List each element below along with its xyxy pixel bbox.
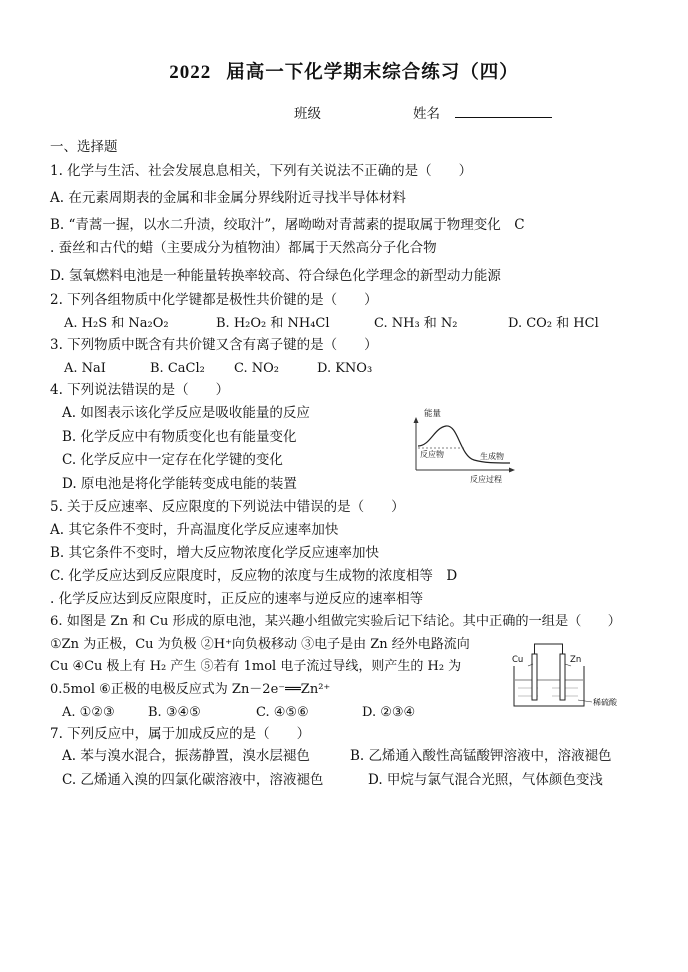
q7-option-d: D. 甲烷与氯气混合光照，气体颜色变浅 — [368, 772, 603, 788]
q7-option-a: A. 苯与溴水混合，振荡静置，溴水层褪色 — [62, 748, 310, 764]
q3-option-d: D. KNO₃ — [317, 361, 373, 376]
q6-statements-3: 0.5mol ⑥正极的电极反应式为 Zn－2e⁻══Zn²⁺ — [50, 682, 331, 697]
q4-stem: 4. 下列说法错误的是（ ） — [50, 382, 230, 398]
q4-option-d: D. 原电池是将化学能转变成电能的装置 — [62, 476, 297, 492]
q3-option-b: B. CaCl₂ — [150, 361, 205, 376]
product-label: 生成物 — [480, 452, 504, 461]
q3-stem: 3. 下列物质中既含有共价键又含有离子键的是（ ） — [50, 337, 378, 353]
zn-electrode — [560, 654, 565, 700]
q6-statements-2: Cu ④Cu 极上有 H₂ 产生 ⑤若有 1mol 电子流过导线，则产生的 H₂ 为 — [50, 659, 462, 674]
wire — [535, 644, 563, 654]
axis-x-arrow — [509, 468, 515, 473]
q3-option-a: A. NaI — [64, 361, 106, 376]
galvanic-cell-diagram — [508, 640, 636, 712]
q6-option-d: D. ②③④ — [362, 705, 416, 720]
cu-electrode — [532, 654, 537, 700]
q1-option-b: B. “青蒿一握，以水二升渍，绞取汁”，屠呦呦对青蒿素的提取属于物理变化 C — [50, 217, 525, 233]
q5-option-b: B. 其它条件不变时，增大反应物浓度化学反应速率加快 — [50, 545, 380, 561]
energy-y-label: 能量 — [424, 409, 442, 419]
q6-statements-1: ①Zn 为正极，Cu 为负极 ②H⁺向负极移动 ③电子是由 Zn 经外电路流向 — [50, 637, 470, 652]
reactant-label: 反应物 — [420, 450, 444, 459]
class-label: 班级 — [294, 106, 321, 122]
q6-option-b: B. ③④⑤ — [148, 705, 201, 720]
q4-option-b: B. 化学反应中有物质变化也有能量变化 — [62, 429, 297, 445]
energy-diagram — [400, 408, 520, 486]
q1-option-d: D. 氢氧燃料电池是一种能量转换率较高、符合绿色化学理念的新型动力能源 — [50, 268, 501, 284]
solution-label: 稀硫酸 — [593, 698, 617, 707]
q5-option-a: A. 其它条件不变时，升高温度化学反应速率加快 — [50, 522, 339, 538]
q5-stem: 5. 关于反应速率、反应限度的下列说法中错误的是（ ） — [50, 499, 405, 515]
zn-label: Zn — [570, 655, 582, 665]
name-blank-line — [455, 117, 552, 118]
q6-option-c: C. ④⑤⑥ — [256, 705, 309, 720]
q2-option-b: B. H₂O₂ 和 NH₄Cl — [216, 316, 330, 331]
page-title — [0, 58, 688, 84]
q4-option-c: C. 化学反应中一定存在化学键的变化 — [62, 452, 283, 468]
beaker — [514, 666, 584, 706]
q6-stem: 6. 如图是 Zn 和 Cu 形成的原电池，某兴趣小组做完实验后记下结论。其中正确的一组是（ ） — [50, 614, 621, 629]
q3-option-c: C. NO₂ — [234, 361, 279, 376]
q4-option-a: A. 如图表示该化学反应是吸收能量的反应 — [62, 405, 310, 421]
name-label: 姓名 — [413, 106, 440, 122]
q2-option-c: C. NH₃ 和 N₂ — [374, 316, 458, 331]
axis-y-arrow — [414, 417, 419, 423]
q1-option-c: . 蚕丝和古代的蜡（主要成分为植物油）都属于天然高分子化合物 — [50, 240, 437, 256]
q1-stem: 1. 化学与生活、社会发展息息相关，下列有关说法不正确的是（ ） — [50, 163, 473, 179]
q5-option-c: C. 化学反应达到反应限度时，反应物的浓度与生成物的浓度相等 D — [50, 568, 458, 584]
title-text: 届高一下化学期末综合练习（四） — [226, 62, 519, 83]
solution-hatching — [518, 688, 578, 696]
q7-option-c: C. 乙烯通入溴的四氯化碳溶液中，溶液褪色 — [62, 772, 324, 788]
q2-option-d: D. CO₂ 和 HCl — [508, 316, 599, 331]
q7-option-b: B. 乙烯通入酸性高锰酸钾溶液中，溶液褪色 — [350, 748, 612, 764]
cu-label: Cu — [512, 655, 524, 665]
title-year: 2022 — [169, 62, 212, 83]
q7-stem: 7. 下列反应中，属于加成反应的是（ ） — [50, 726, 311, 742]
q5-option-d: . 化学反应达到反应限度时，正反应的速率与逆反应的速率相等 — [50, 591, 424, 607]
q1-option-a: A. 在元素周期表的金属和非金属分界线附近寻找半导体材料 — [50, 190, 406, 206]
energy-x-label: 反应过程 — [470, 475, 502, 484]
q2-stem: 2. 下列各组物质中化学键都是极性共价键的是（ ） — [50, 292, 378, 308]
q6-option-a: A. ①②③ — [62, 705, 115, 720]
q2-option-a: A. H₂S 和 Na₂O₂ — [64, 316, 169, 331]
section-heading: 一、选择题 — [50, 139, 118, 155]
